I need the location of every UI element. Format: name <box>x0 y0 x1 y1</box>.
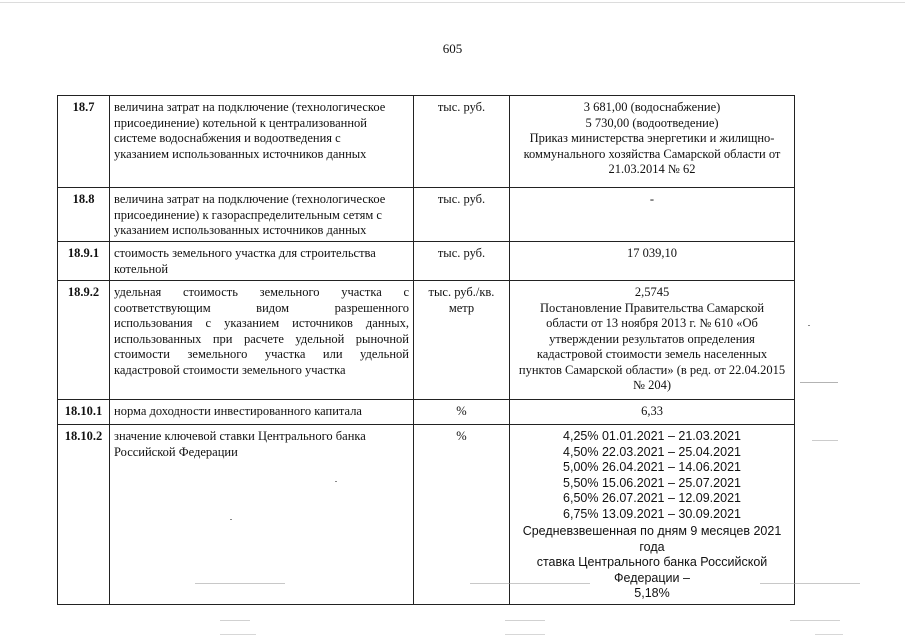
row-value: - <box>510 188 795 242</box>
row-number: 18.7 <box>58 96 110 188</box>
scan-artifact <box>220 634 256 635</box>
row-unit: % <box>414 425 510 605</box>
scan-artifact <box>230 519 232 520</box>
scan-artifact <box>815 634 843 635</box>
scan-artifact <box>505 634 545 635</box>
rate-note: Средневзвешенная по дням 9 месяцев 2021 года <box>522 524 782 554</box>
row-value: 2,5745 Постановление Правительства Самарской области от 13 ноября 2013 г. № 610 «Об утверждении результатов определения кадастровой стоимости земель населенных пунктов Самарской области» (в ред. от 22.04.2015 № 204) <box>510 281 795 400</box>
table-row <box>58 96 795 188</box>
row-description: стоимость земельного участка для строительства котельной <box>110 242 414 281</box>
row-unit: тыс. руб. <box>414 242 510 281</box>
row-number: 18.9.1 <box>58 242 110 281</box>
row-unit: тыс. руб./кв. метр <box>414 281 510 400</box>
table-row <box>58 400 795 425</box>
row-description: величина затрат на подключение (технологическое присоединение) котельной к централизованной системе водоснабжения и водоотведения с указанием использованных источников данных <box>110 96 414 188</box>
scan-artifact <box>760 583 860 584</box>
row-number: 18.9.2 <box>58 281 110 400</box>
row-value: 4,25% 01.01.2021 – 21.03.2021 4,50% 22.03.2021 – 25.04.2021 5,00% 26.04.2021 – 14.06.2021 5,50% 15.06.2021 – 25.07.2021 6,50% 26.07.2021 – 12.09.2021 6,75% 13.09.2021 – 30.09.2021 Средневзвешенная по дням 9 месяцев 2021 года ставка Центрального банка Российской Федерации – 5,18% <box>510 425 795 605</box>
row-number: 18.10.1 <box>58 400 110 425</box>
row-description: удельная стоимость земельного участка с соответствующим видом разрешенного использования с указанием источников данных, использованных при расчете удельной рыночной стоимости земельного участка или удельной кадастровой стоимости земельного участка <box>110 281 414 400</box>
table-row <box>58 425 795 605</box>
row-value: 6,33 <box>510 400 795 425</box>
scan-artifact <box>812 440 838 441</box>
table-row <box>58 188 795 242</box>
row-number: 18.8 <box>58 188 110 242</box>
scan-artifact <box>0 2 905 3</box>
table-row <box>58 281 795 400</box>
scan-artifact <box>808 325 810 326</box>
parameters-table <box>57 95 795 605</box>
table-row <box>58 242 795 281</box>
page-number: 605 <box>442 41 463 56</box>
row-description: величина затрат на подключение (технологическое присоединение) к газораспределительным сетям с указанием использованных источников данных <box>110 188 414 242</box>
row-unit: тыс. руб. <box>414 188 510 242</box>
row-unit: тыс. руб. <box>414 96 510 188</box>
scan-artifact <box>195 583 285 584</box>
scan-artifact <box>505 620 545 621</box>
row-number: 18.10.2 <box>58 425 110 605</box>
scan-artifact <box>335 481 337 482</box>
scan-artifact <box>470 583 590 584</box>
scan-artifact <box>790 620 840 621</box>
row-description: норма доходности инвестированного капитала <box>110 400 414 425</box>
row-description: значение ключевой ставки Центрального банка Российской Федерации <box>110 425 414 605</box>
scan-artifact <box>800 382 838 383</box>
row-value: 17 039,10 <box>510 242 795 281</box>
row-unit: % <box>414 400 510 425</box>
row-value: 3 681,00 (водоснабжение) 5 730,00 (водоотведение) Приказ министерства энергетики и жилищно- коммунального хозяйства Самарской области от 21.03.2014 № 62 <box>510 96 795 188</box>
scan-artifact <box>220 620 250 621</box>
